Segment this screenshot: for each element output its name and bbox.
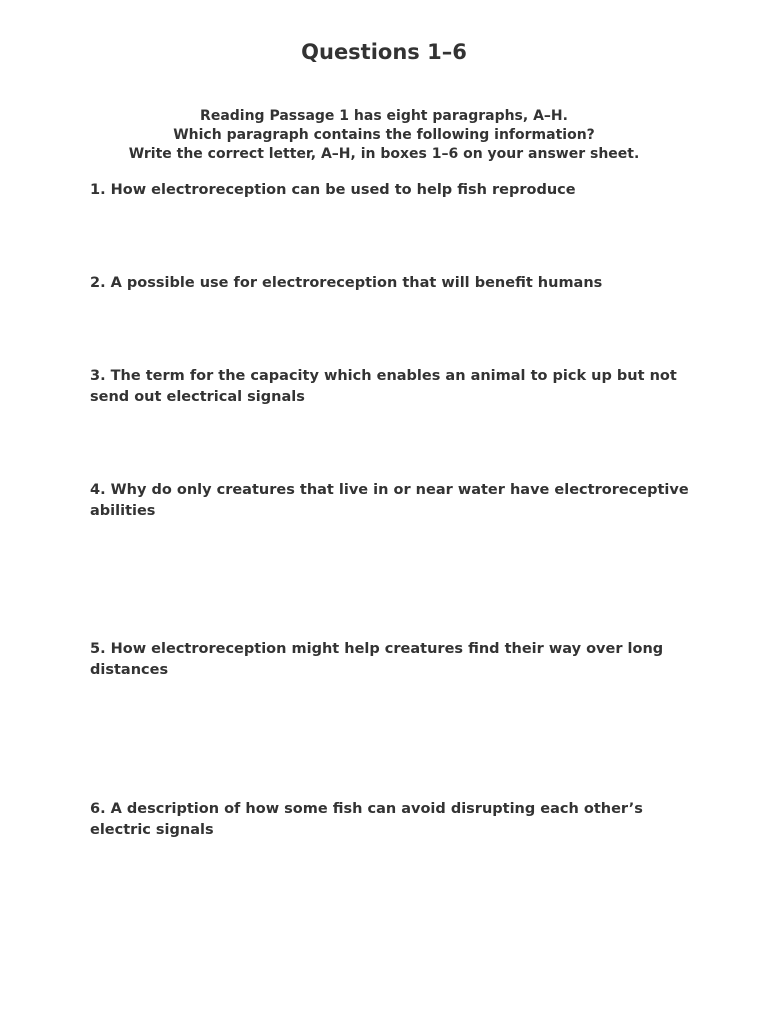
question-4: 4. Why do only creatures that live in or near water have electroreceptive abilities xyxy=(90,482,689,519)
page-title: Questions 1–6 xyxy=(301,40,467,64)
question-1: 1. How electroreception can be used to help fish reproduce xyxy=(90,182,576,198)
question-3: 3. The term for the capacity which enables an animal to pick up but not send out electrical signals xyxy=(90,368,677,405)
instruction-line: Reading Passage 1 has eight paragraphs, A–H. xyxy=(200,108,568,124)
question-2: 2. A possible use for electroreception that will benefit humans xyxy=(90,275,603,291)
instruction-line: Which paragraph contains the following information? xyxy=(173,127,595,143)
question-5: 5. How electroreception might help creatures find their way over long distances xyxy=(90,641,664,678)
instruction-line: Write the correct letter, A–H, in boxes 1–6 on your answer sheet. xyxy=(128,146,640,162)
question-6: 6. A description of how some fish can avoid disrupting each other’s electric signals xyxy=(90,801,643,838)
instructions-block xyxy=(0,107,768,164)
